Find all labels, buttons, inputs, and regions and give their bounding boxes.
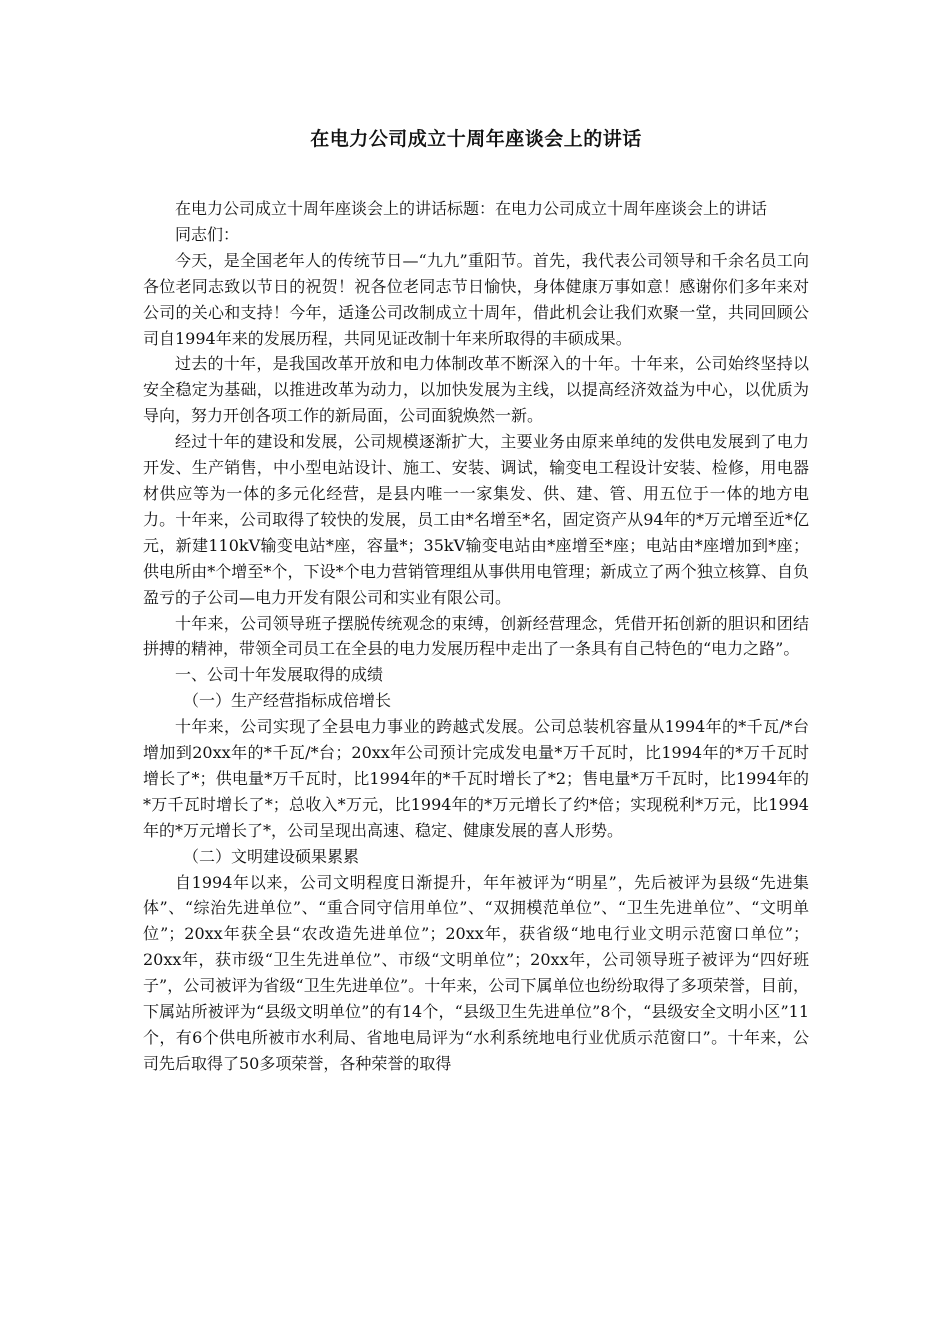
document-page (143, 0, 809, 1077)
paragraph: 今天，是全国老年人的传统节日—“九九”重阳节。首先，我代表公司领导和千余名员工向各位老同志致以节日的祝贺！祝各位老同志节日愉快，身体健康万事如意！感谢你们多年来对公司的关心和支持！今年，适逢公司改制成立十周年，借此机会让我们欢聚一堂，共同回顾公司自1994年来的发展历程，共同见证改制十年来所取得的丰硕成果。 (143, 250, 809, 348)
paragraph: 十年来，公司领导班子摆脱传统观念的束缚，创新经营理念，凭借开拓创新的胆识和团结拼搏的精神，带领全司员工在全县的电力发展历程中走出了一条具有自己特色的“电力之路”。 (143, 613, 809, 659)
subsection-heading: （二）文明建设硕果累累 (183, 846, 360, 866)
paragraph-salutation: 同志们： (175, 224, 240, 244)
paragraph: 十年来，公司实现了全县电力事业的跨越式发展。公司总装机容量从1994年的*千瓦/*台增加到20xx年的*千瓦/*台；20xx年公司预计完成发电量*万千瓦时，比1994年的*万千瓦时增长了*；供电量*万千瓦时，比1994年的*千瓦时增长了*2；售电量*万千瓦时，比1994年的*万千瓦时增长了*；总收入*万元，比1994年的*万元增长了约*倍；实现税利*万元，比1994年的*万元增长了*，公司呈现出高速、稳定、健康发展的喜人形势。 (143, 717, 809, 840)
section-heading: 一、公司十年发展取得的成绩 (175, 665, 384, 685)
subsection-heading: （一）生产经营指标成倍增长 (183, 691, 392, 711)
paragraph: 自1994年以来，公司文明程度日渐提升，年年被评为“明星”，先后被评为县级“先进集体”、“综治先进单位”、“重合同守信用单位”、“双拥模范单位”、“卫生先进单位”、“文明单位”；20xx年获全县“农改造先进单位”；20xx年，获省级“地电行业文明示范窗口单位”；20xx年，获市级“卫生先进单位”、市级“文明单位”；20xx年，公司领导班子被评为“四好班子”，公司被评为省级“卫生先进单位”。十年来，公司下属单位也纷纷取得了多项荣誉，目前，下属站所被评为“县级文明单位”的有14个，“县级卫生先进单位”8个，“县级安全文明小区”11个，有6个供电所被市水利局、省地电局评为“水利系统地电行业优质示范窗口”。十年来，公司先后取得了50多项荣誉，各种荣誉的取得 (143, 872, 809, 1073)
document-body (143, 196, 809, 1077)
paragraph: 过去的十年，是我国改革开放和电力体制改革不断深入的十年。十年来，公司始终坚持以安全稳定为基础，以推进改革为动力，以加快发展为主线，以提高经济效益为中心，以优质为导向，努力开创各项工作的新局面，公司面貌焕然一新。 (143, 354, 809, 426)
paragraph-intro: 在电力公司成立十周年座谈会上的讲话标题：在电力公司成立十周年座谈会上的讲话 (175, 199, 768, 218)
paragraph: 经过十年的建设和发展，公司规模逐渐扩大，主要业务由原来单纯的发供电发展到了电力开发、生产销售，中小型电站设计、施工、安装、调试，输变电工程设计安装、检修，用电器材供应等为一体的多元化经营，是县内唯一一家集发、供、建、管、用五位于一体的地方电力。十年来，公司取得了较快的发展，员工由*名增至*名，固定资产从94年的*万元增至近*亿元，新建110kV输变电站*座，容量*；35kV输变电站由*座增至*座；电站由*座增加到*座；供电所由*个增至*个，下设*个电力营销管理组从事供用电管理；新成立了两个独立核算、自负盈亏的子公司—电力开发有限公司和实业有限公司。 (143, 432, 809, 607)
document-title: 在电力公司成立十周年座谈会上的讲话 (310, 128, 642, 150)
